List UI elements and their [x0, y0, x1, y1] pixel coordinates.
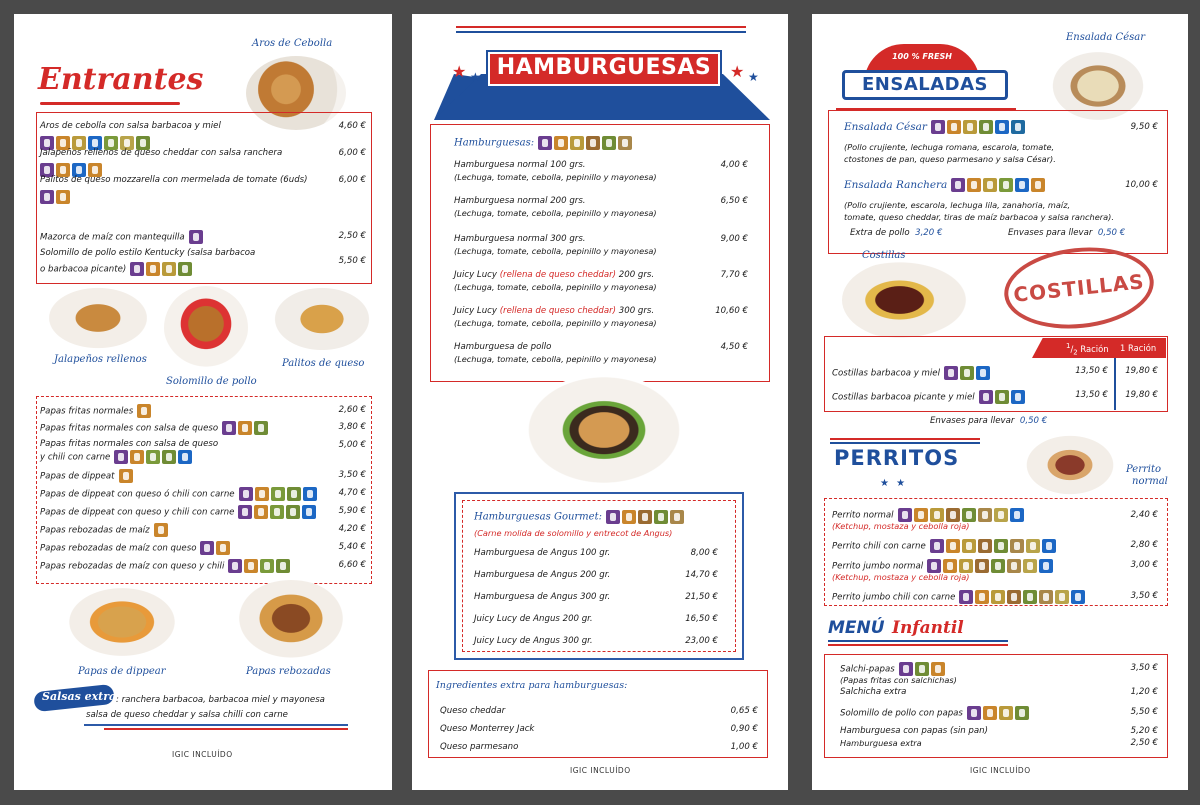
envases2: Envases para llevar 0,50 €: [930, 416, 1048, 426]
mustard-icon: [1026, 539, 1040, 553]
egg-icon: [570, 136, 584, 150]
sulphite-icon: [976, 366, 990, 380]
papas-row: Papas de dippeat con queso y chili con carne: [40, 505, 316, 519]
infantil-price: 2,50 €: [1130, 738, 1158, 748]
sulphite-icon: [1015, 178, 1029, 192]
entrante-price: 6,00 €: [338, 175, 366, 185]
infantil-row: Hamburguesa con papas (sin pan): [840, 726, 988, 736]
sesame-icon: [1007, 559, 1021, 573]
extras-label: Ingredientes extra para hamburguesas:: [436, 680, 628, 691]
burger-price: 9,00 €: [720, 234, 748, 244]
stripe: [830, 438, 980, 440]
egg-icon: [930, 508, 944, 522]
jalapenos-photo: [46, 286, 150, 350]
soy-icon: [276, 559, 290, 573]
stripe: [828, 644, 1008, 646]
gluten-icon: [975, 590, 989, 604]
costilla-row: Costillas barbacoa picante y miel: [832, 390, 1025, 404]
panel-hamburguesas: [412, 14, 788, 790]
costillas-stamp: COSTILLAS: [1012, 269, 1146, 307]
envases: Envases para llevar 0,50 €: [1008, 228, 1126, 238]
sulphite-icon: [995, 120, 1009, 134]
soy-icon: [979, 120, 993, 134]
solomillo-photo: [164, 286, 248, 370]
extra-price: 0,90 €: [730, 724, 758, 734]
egg-icon: [959, 559, 973, 573]
salad-price: 10,00 €: [1125, 180, 1158, 190]
stripe: [84, 724, 348, 726]
infantil-price: 3,50 €: [1130, 663, 1158, 673]
infantil-price: 5,50 €: [1130, 707, 1158, 717]
gourmet-row: Juicy Lucy de Angus 300 gr.: [474, 636, 593, 646]
perritos-title: PERRITOS: [834, 446, 960, 470]
caption-solomillo: Solomillo de pollo: [166, 376, 257, 387]
igic-note: IGIC INCLUÍDO: [970, 766, 1031, 775]
entrante-price: 5,50 €: [338, 256, 366, 266]
celery-icon: [271, 487, 285, 501]
perrito-price: 3,00 €: [1130, 560, 1158, 570]
sulphite-icon: [1039, 559, 1053, 573]
gourmet-price: 16,50 €: [685, 614, 718, 624]
sesame-icon: [1039, 590, 1053, 604]
igic-note: IGIC INCLUÍDO: [570, 766, 631, 775]
title-underline: [40, 102, 180, 105]
gourmet-price: 14,70 €: [685, 570, 718, 580]
milk-icon: [239, 487, 253, 501]
burger-photo: [524, 374, 684, 486]
allergen-icons: [40, 186, 70, 205]
milk-icon: [931, 120, 945, 134]
gourmet-row: Hamburguesa de Angus 300 gr.: [474, 592, 611, 602]
mustard-icon: [1023, 559, 1037, 573]
nuts-icon: [586, 136, 600, 150]
perrito-sub: (Ketchup, mostaza y cebolla roja): [832, 521, 970, 531]
perrito-row: Perrito chili con carne: [832, 539, 1056, 553]
mustard-icon: [994, 508, 1008, 522]
palitos-photo: [272, 286, 372, 352]
infantil-price: 1,20 €: [1130, 687, 1158, 697]
salsas-line2: salsa de queso cheddar y salsa chilli con carne: [86, 710, 288, 720]
salad-desc: ctostones de pan, queso parmesano y salsa César).: [844, 154, 1056, 164]
gluten-icon: [137, 404, 151, 418]
costillas-photo: [842, 260, 970, 340]
papas-row: Papas fritas normales con salsa de queso: [40, 421, 268, 435]
papas-row: Papas de dippeat con queso ó chili con carne: [40, 487, 317, 501]
gluten-icon: [238, 421, 252, 435]
milk-icon: [951, 178, 965, 192]
entrante-price: 2,50 €: [338, 231, 366, 241]
salsas-label: Salsas extra: [42, 690, 117, 703]
soy-icon: [654, 510, 668, 524]
infantil-sub: (Papas fritas con salchichas): [840, 675, 957, 685]
gluten-icon: [255, 487, 269, 501]
egg-icon: [962, 539, 976, 553]
egg-icon: [162, 262, 176, 276]
perrito-price: 2,40 €: [1130, 510, 1158, 520]
perrito-row: Perrito jumbo normal: [832, 559, 1053, 573]
gluten-icon: [947, 120, 961, 134]
papas-row: Papas fritas normales con salsa de queso: [40, 439, 219, 449]
entrante-price: 4,60 €: [338, 121, 366, 131]
star-icon: ★: [748, 70, 759, 84]
milk-icon: [222, 421, 236, 435]
celery-icon: [260, 559, 274, 573]
milk-icon: [898, 508, 912, 522]
milk-icon: [899, 662, 913, 676]
milk-icon: [538, 136, 552, 150]
milk-icon: [930, 539, 944, 553]
papas-row-line2: y chili con carne: [40, 450, 192, 464]
burger-desc: (Lechuga, tomate, cebolla, pepinillo y mayonesa): [454, 318, 657, 328]
milk-icon: [114, 450, 128, 464]
papas-row: Papas de dippeat: [40, 469, 133, 483]
soy-icon: [1015, 706, 1029, 720]
infantil-row: Hamburguesa extra: [840, 738, 922, 748]
salad-desc: tomate, queso cheddar, tiras de maíz barbacoa y salsa ranchera).: [844, 212, 1114, 222]
sulphite-icon: [303, 487, 317, 501]
milk-icon: [967, 706, 981, 720]
salad-name: Ensalada César: [844, 120, 1025, 134]
gluten-icon: [554, 136, 568, 150]
soy-icon: [962, 508, 976, 522]
entrantes-title: Entrantes: [38, 62, 204, 97]
gourmet-price: 21,50 €: [685, 592, 718, 602]
papas-price: 5,90 €: [338, 506, 366, 516]
entrante-row: Jalapeños rellenos de queso cheddar con salsa ranchera: [40, 148, 283, 158]
nuts-icon: [978, 539, 992, 553]
papas-row: Papas rebozadas de maíz con queso: [40, 541, 230, 555]
perrito-photo: [1024, 434, 1116, 496]
milk-icon: [944, 366, 958, 380]
nuts-icon: [1007, 590, 1021, 604]
nuts-icon: [946, 508, 960, 522]
celery-icon: [270, 505, 284, 519]
entrante-row: Solomillo de pollo estilo Kentucky (salsa barbacoa: [40, 248, 256, 258]
soy-icon: [995, 390, 1009, 404]
milk-icon: [927, 559, 941, 573]
infantil-row: Salchi-papas: [840, 662, 945, 676]
milk-icon: [238, 505, 252, 519]
stripe: [828, 640, 1008, 642]
burger-price: 10,60 €: [715, 306, 748, 316]
papas-row: Papas rebozadas de maíz: [40, 523, 168, 537]
extra-row: Queso Monterrey Jack: [440, 724, 535, 734]
section-label: Hamburguesas:: [454, 136, 632, 150]
milk-icon: [189, 230, 203, 244]
extra-row: Queso cheddar: [440, 706, 506, 716]
soy-icon: [991, 559, 1005, 573]
milk-icon: [200, 541, 214, 555]
salad-price: 9,50 €: [1130, 122, 1158, 132]
stripe: [104, 728, 348, 730]
sesame-icon: [978, 508, 992, 522]
panel-ensaladas: [812, 14, 1188, 790]
caption-dippear: Papas de dippear: [78, 666, 166, 677]
extra-pollo: Extra de pollo 3,20 €: [850, 228, 943, 238]
burger-desc: (Lechuga, tomate, cebolla, pepinillo y mayonesa): [454, 354, 657, 364]
celery-icon: [999, 178, 1013, 192]
papas-price: 4,70 €: [338, 488, 366, 498]
extra-price: 0,65 €: [730, 706, 758, 716]
milk-icon: [130, 262, 144, 276]
papas-row: Papas fritas normales: [40, 404, 151, 418]
col-full: 1 Ración: [1120, 343, 1157, 353]
sulphite-icon: [302, 505, 316, 519]
costilla-row: Costillas barbacoa y miel: [832, 366, 990, 380]
soy-icon: [162, 450, 176, 464]
perrito-row: Perrito jumbo chili con carne: [832, 590, 1085, 604]
sulphite-icon: [1011, 390, 1025, 404]
gourmet-row: Juicy Lucy de Angus 200 gr.: [474, 614, 593, 624]
menu-label: MENÚ: [828, 618, 885, 638]
star-icon: ★ ★: [880, 478, 908, 489]
perrito-price: 2,80 €: [1130, 540, 1158, 550]
caption-rebozadas: Papas rebozadas: [246, 666, 331, 677]
sesame-icon: [1010, 539, 1024, 553]
papas-row: Papas rebozadas de maíz con queso y chili: [40, 559, 290, 573]
gluten-icon: [56, 190, 70, 204]
sulphite-icon: [1071, 590, 1085, 604]
caption-cesar-photo: Ensalada César: [1066, 32, 1145, 43]
sulphite-icon: [1042, 539, 1056, 553]
papas-price: 5,00 €: [338, 440, 366, 450]
milk-icon: [228, 559, 242, 573]
salad-name: Ensalada Ranchera: [844, 178, 1045, 192]
stripe: [830, 442, 980, 444]
burger-row: Hamburguesa normal 200 grs.: [454, 196, 586, 206]
caption-perrito: Perrito: [1126, 464, 1161, 475]
soy-icon: [1023, 590, 1037, 604]
caption-perrito-normal: normal: [1132, 476, 1168, 487]
nuts-icon: [975, 559, 989, 573]
infantil-price: 5,20 €: [1130, 726, 1158, 736]
gluten-icon: [130, 450, 144, 464]
egg-icon: [999, 706, 1013, 720]
soy-icon: [287, 487, 301, 501]
gluten-icon: [154, 523, 168, 537]
sulphite-icon: [178, 450, 192, 464]
burger-desc: (Lechuga, tomate, cebolla, pepinillo y mayonesa): [454, 208, 657, 218]
entrante-row-line2: o barbacoa picante): [40, 262, 192, 276]
caption-costillas: Costillas: [862, 250, 906, 261]
perrito-price: 3,50 €: [1130, 591, 1158, 601]
papas-price: 4,20 €: [338, 524, 366, 534]
perrito-row: Perrito normal: [832, 508, 1024, 522]
milk-icon: [979, 390, 993, 404]
caption-palitos: Palitos de queso: [282, 358, 365, 369]
costilla-full: 19,80 €: [1125, 366, 1158, 376]
papas-price: 3,50 €: [338, 470, 366, 480]
fish-icon: [1011, 120, 1025, 134]
soy-icon: [960, 366, 974, 380]
extra-row: Queso parmesano: [440, 742, 519, 752]
infantil-row: Solomillo de pollo con papas: [840, 706, 1029, 720]
extra-price: 1,00 €: [730, 742, 758, 752]
gluten-icon: [622, 510, 636, 524]
burger-desc: (Lechuga, tomate, cebolla, pepinillo y mayonesa): [454, 172, 657, 182]
sulphite-icon: [1010, 508, 1024, 522]
stripe: [456, 26, 746, 28]
celery-icon: [146, 450, 160, 464]
entrante-row: Aros de cebolla con salsa barbacoa y miel: [40, 121, 221, 131]
star-icon: ★: [452, 62, 467, 81]
egg-icon: [991, 590, 1005, 604]
soy-icon: [286, 505, 300, 519]
gourmet-row: Hamburguesa de Angus 100 gr.: [474, 548, 611, 558]
burger-row: Hamburguesa normal 100 grs.: [454, 160, 586, 170]
gluten-icon: [216, 541, 230, 555]
burger-row: Hamburguesa normal 300 grs.: [454, 234, 586, 244]
costilla-half: 13,50 €: [1075, 390, 1108, 400]
gluten-icon: [946, 539, 960, 553]
nuts-icon: [638, 510, 652, 524]
igic-note: IGIC INCLUÍDO: [172, 750, 233, 759]
gluten-icon: [254, 505, 268, 519]
sesame-icon: [670, 510, 684, 524]
infantil-label: Infantil: [892, 618, 964, 638]
stripe: [456, 31, 746, 33]
soy-icon: [602, 136, 616, 150]
gluten-icon: [983, 706, 997, 720]
gluten-icon: [119, 469, 133, 483]
burger-price: 4,00 €: [720, 160, 748, 170]
milk-icon: [606, 510, 620, 524]
caption-jalapenos: Jalapeños rellenos: [54, 354, 147, 365]
burger-price: 6,50 €: [720, 196, 748, 206]
panel-entrantes: [14, 14, 392, 790]
papas-price: 6,60 €: [338, 560, 366, 570]
burger-desc: (Lechuga, tomate, cebolla, pepinillo y mayonesa): [454, 282, 657, 292]
gluten-icon: [967, 178, 981, 192]
mustard-icon: [1055, 590, 1069, 604]
papas-rebozadas-photo: [236, 580, 346, 660]
gluten-icon: [914, 508, 928, 522]
egg-icon: [963, 120, 977, 134]
gourmet-label: Hamburguesas Gourmet:: [474, 510, 684, 524]
fresh-badge: 100 % FRESH: [892, 52, 952, 61]
entrante-price: 6,00 €: [338, 148, 366, 158]
perrito-sub: (Ketchup, mostaza y cebolla roja): [832, 572, 970, 582]
soy-icon: [178, 262, 192, 276]
gourmet-price: 23,00 €: [685, 636, 718, 646]
hamburguesas-title: HAMBURGUESAS: [496, 55, 712, 80]
burger-desc: (Lechuga, tomate, cebolla, pepinillo y mayonesa): [454, 246, 657, 256]
ensaladas-title: ENSALADAS: [862, 74, 988, 95]
burger-row: Hamburguesa de pollo: [454, 342, 552, 352]
wheat-icon: [1031, 178, 1045, 192]
burger-price: 4,50 €: [720, 342, 748, 352]
sesame-icon: [618, 136, 632, 150]
soy-icon: [915, 662, 929, 676]
papas-price: 2,60 €: [338, 405, 366, 415]
papas-dippear-photo: [66, 586, 178, 658]
col-divider: [1114, 358, 1116, 410]
salsas-line1: : ranchera barbacoa, barbacoa miel y mayonesa: [116, 695, 325, 705]
gourmet-row: Hamburguesa de Angus 200 gr.: [474, 570, 611, 580]
gluten-icon: [931, 662, 945, 676]
costilla-half: 13,50 €: [1075, 366, 1108, 376]
salad-desc: (Pollo crujiente, escarola, lechuga lila, zanahoria, maíz,: [844, 200, 1071, 210]
star-icon: ★: [730, 62, 745, 81]
milk-icon: [959, 590, 973, 604]
gluten-icon: [943, 559, 957, 573]
entrante-row: Palitos de queso mozzarella con mermelada de tomate (6uds): [40, 175, 308, 185]
soy-icon: [994, 539, 1008, 553]
costilla-full: 19,80 €: [1125, 390, 1158, 400]
gourmet-price: 8,00 €: [690, 548, 718, 558]
infantil-row: Salchicha extra: [840, 687, 907, 697]
gourmet-sub: (Carne molida de solomillo y entrecot de Angus): [474, 528, 673, 538]
salad-desc: (Pollo crujiente, lechuga romana, escarola, tomate,: [844, 142, 1055, 152]
papas-price: 5,40 €: [338, 542, 366, 552]
soy-icon: [254, 421, 268, 435]
star-icon: ★: [470, 70, 481, 84]
caption-aros: Aros de Cebolla: [252, 38, 333, 49]
papas-price: 3,80 €: [338, 422, 366, 432]
egg-icon: [983, 178, 997, 192]
burger-row: Juicy Lucy (rellena de queso cheddar) 200 grs.: [454, 270, 655, 280]
burger-row: Juicy Lucy (rellena de queso cheddar) 300 grs.: [454, 306, 655, 316]
milk-icon: [40, 190, 54, 204]
gluten-icon: [146, 262, 160, 276]
entrante-row: Mazorca de maíz con mantequilla: [40, 230, 203, 244]
burger-price: 7,70 €: [720, 270, 748, 280]
col-half: $^1/_2$ Ración: [1066, 342, 1109, 357]
gluten-icon: [244, 559, 258, 573]
